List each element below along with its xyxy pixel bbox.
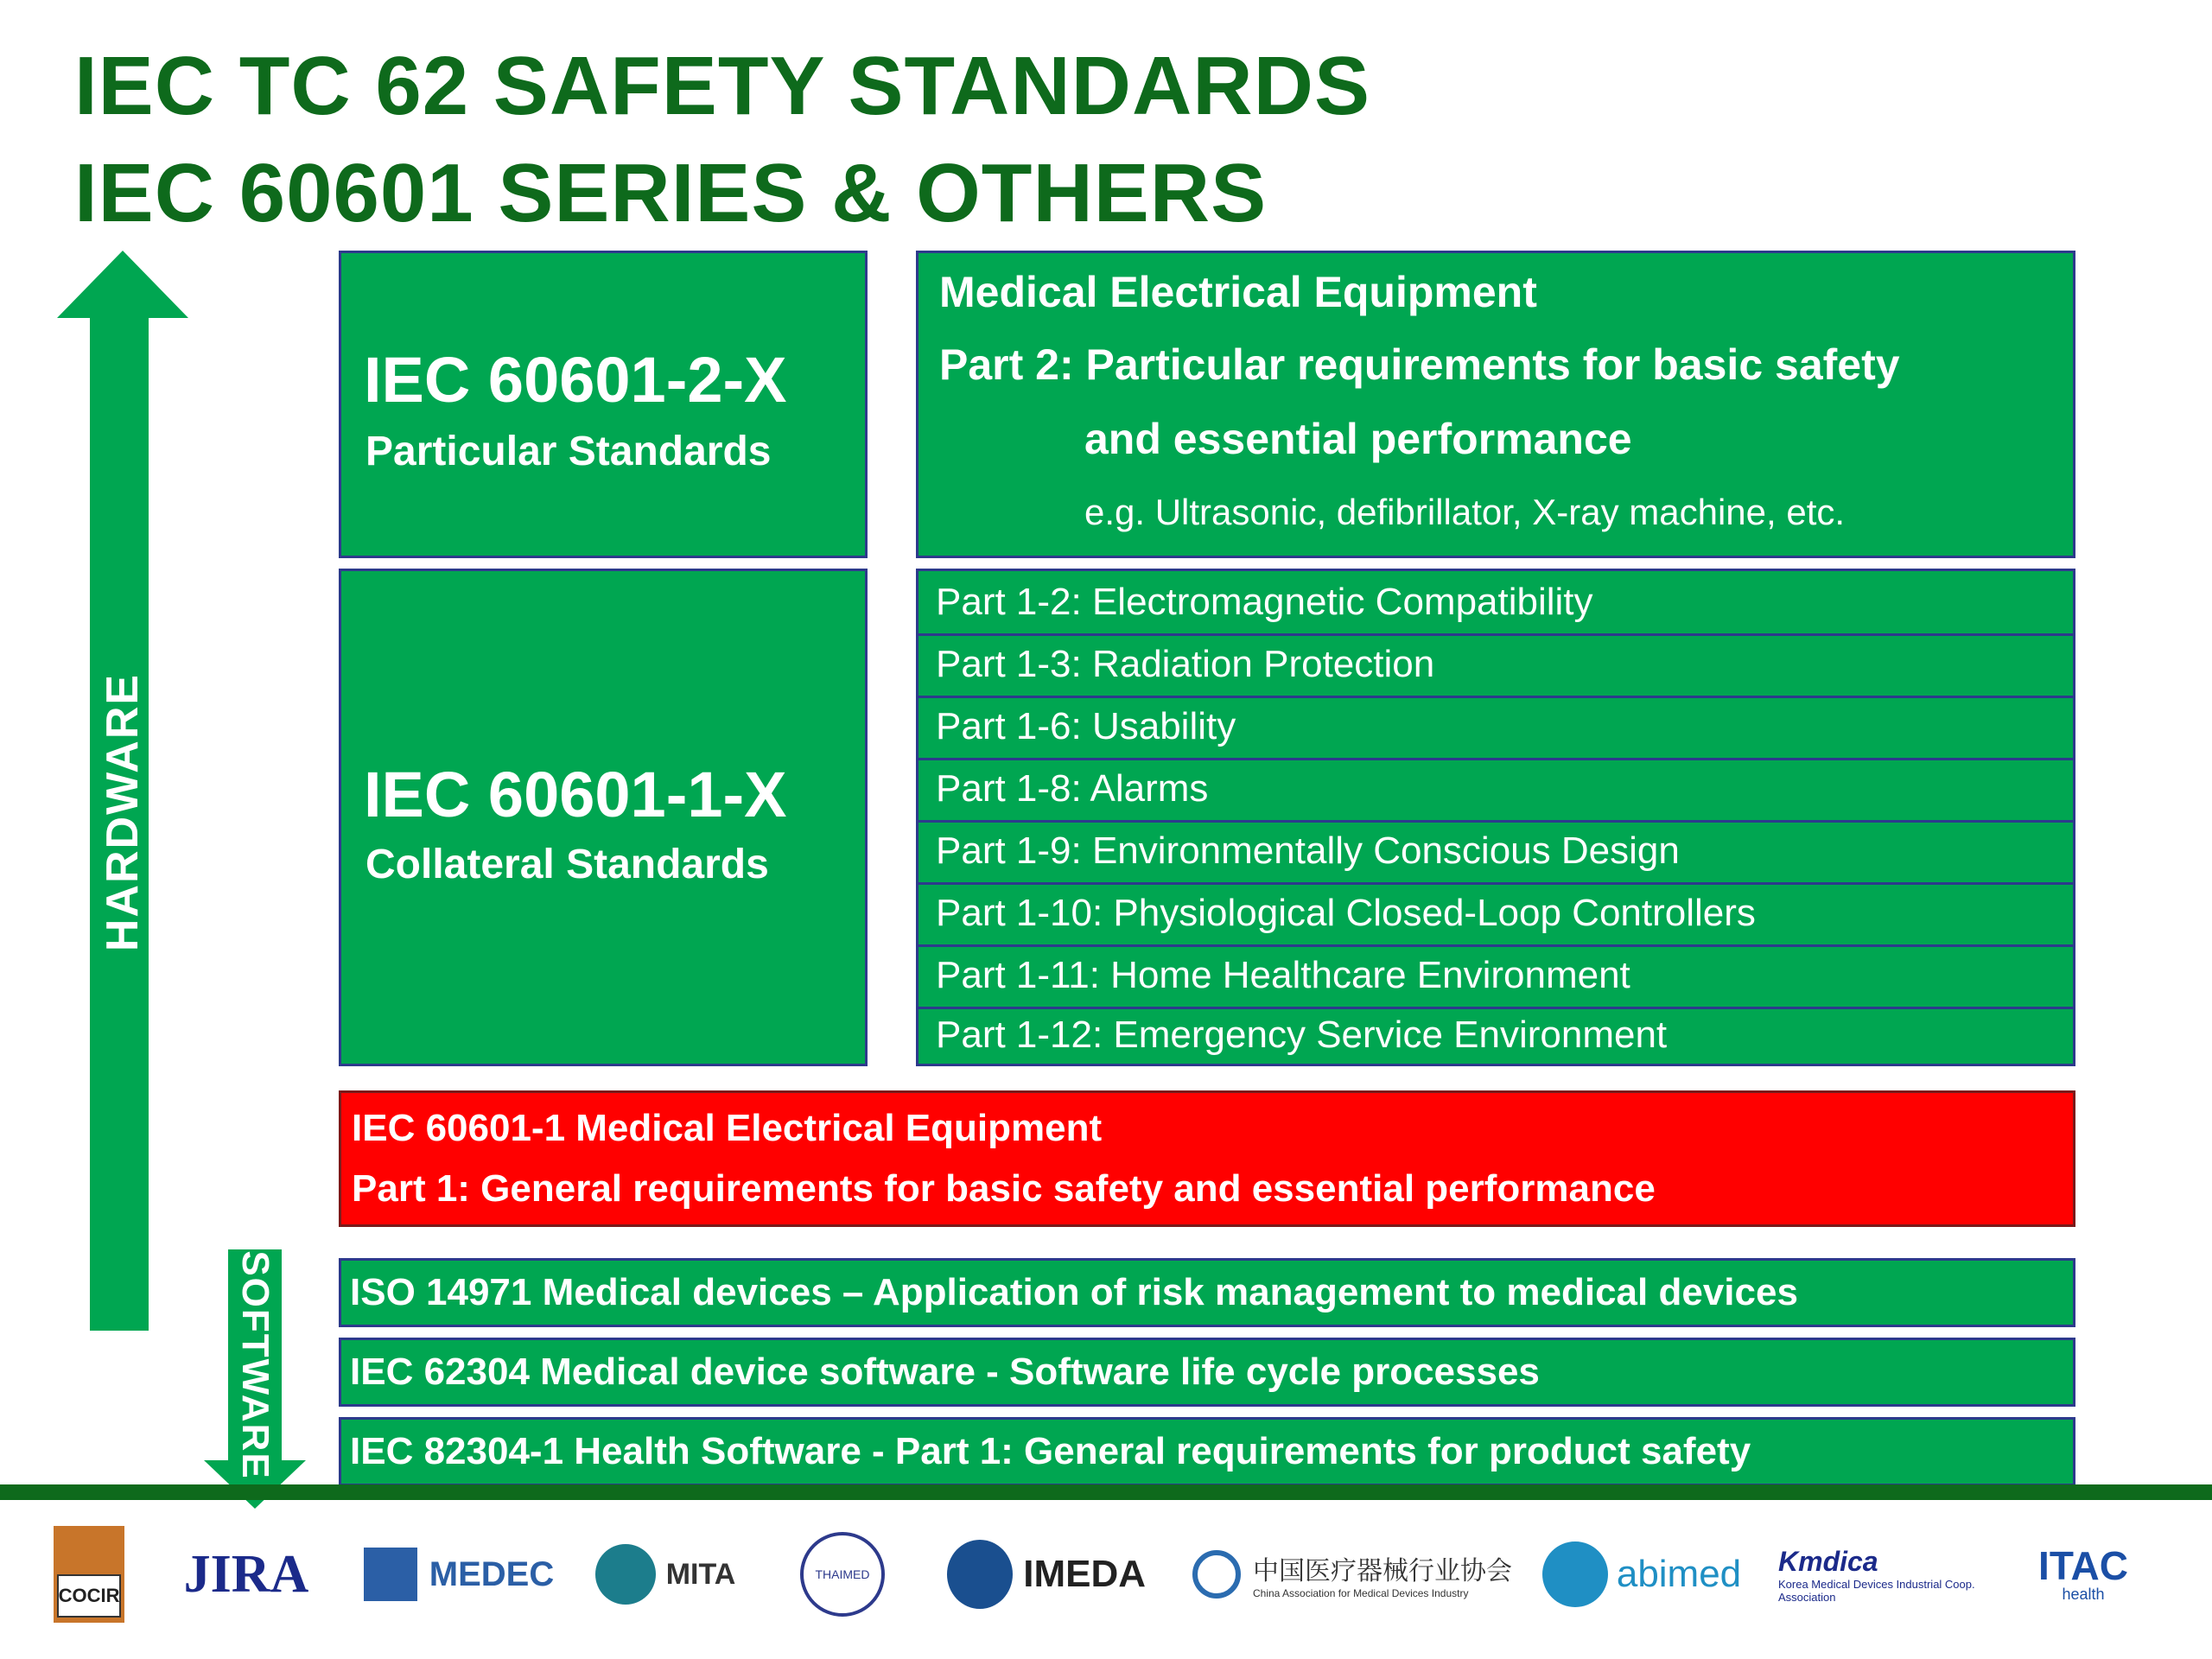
- particular-label: Particular Standards: [365, 429, 772, 474]
- collateral-label: Collateral Standards: [365, 842, 769, 887]
- camdi-logo: 中国医疗器械行业协会 China Association for Medical Devices Industry: [1192, 1522, 1512, 1626]
- particular-desc-line-3: and essential performance: [1084, 415, 1632, 463]
- hardware-label: HARDWARE: [98, 672, 148, 952]
- particular-description-box: [916, 251, 2075, 558]
- particular-desc-line-2: Part 2: Particular requirements for basic safety: [939, 340, 1900, 389]
- list-item: Part 1-6: Usability: [918, 696, 2073, 760]
- cocir-logo: COCIR: [50, 1522, 128, 1626]
- footer-divider: [0, 1484, 2212, 1500]
- jira-logo: JIRA: [183, 1544, 309, 1604]
- list-item: Part 1-9: Environmentally Conscious Design: [918, 820, 2073, 885]
- collateral-standards-box: [339, 569, 868, 1066]
- general-line-2: Part 1: General requirements for basic safety and essential performance: [352, 1167, 1656, 1210]
- software-label: SOFTWARE: [234, 1250, 276, 1480]
- kmdica-logo: Kmdica Korea Medical Devices Industrial Coop. Association: [1778, 1545, 1975, 1604]
- list-item: Part 1-3: Radiation Protection: [918, 633, 2073, 698]
- medec-logo: MEDEC: [359, 1522, 558, 1626]
- mita-logo: MITA: [588, 1522, 743, 1626]
- title-line-2: IEC 60601 SERIES & OTHERS: [74, 147, 1268, 239]
- iso-14971-band: ISO 14971 Medical devices – Application of risk management to medical devices: [339, 1258, 2075, 1327]
- title-line-1: IEC TC 62 SAFETY STANDARDS: [74, 40, 1370, 132]
- list-item: Part 1-12: Emergency Service Environment: [936, 1014, 1668, 1056]
- list-item: Part 1-10: Physiological Closed-Loop Controllers: [918, 882, 2073, 947]
- particular-desc-example: e.g. Ultrasonic, defibrillator, X-ray machine, etc.: [1084, 492, 1846, 532]
- thaimed-logo: THAIMED: [795, 1522, 890, 1626]
- particular-desc-line-1: Medical Electrical Equipment: [939, 268, 1537, 316]
- iec-82304-band: IEC 82304-1 Health Software - Part 1: General requirements for product safety: [339, 1417, 2075, 1486]
- itac-logo: ITAC health: [2038, 1542, 2128, 1603]
- iec-62304-band: IEC 62304 Medical device software - Software life cycle processes: [339, 1338, 2075, 1407]
- list-item: Part 1-2: Electromagnetic Compatibility: [918, 571, 2073, 636]
- particular-code: IEC 60601-2-X: [364, 344, 787, 416]
- imeda-logo: IMEDA: [947, 1522, 1146, 1626]
- list-item: Part 1-11: Home Healthcare Environment: [918, 944, 2073, 1009]
- list-item: Part 1-8: Alarms: [918, 758, 2073, 823]
- general-line-1: IEC 60601-1 Medical Electrical Equipment: [352, 1107, 1103, 1149]
- abimed-logo: abimed: [1538, 1522, 1745, 1626]
- particular-standards-box: [339, 251, 868, 558]
- collateral-parts-list: [916, 569, 2075, 1066]
- collateral-code: IEC 60601-1-X: [364, 759, 787, 830]
- general-requirements-band: [339, 1090, 2075, 1227]
